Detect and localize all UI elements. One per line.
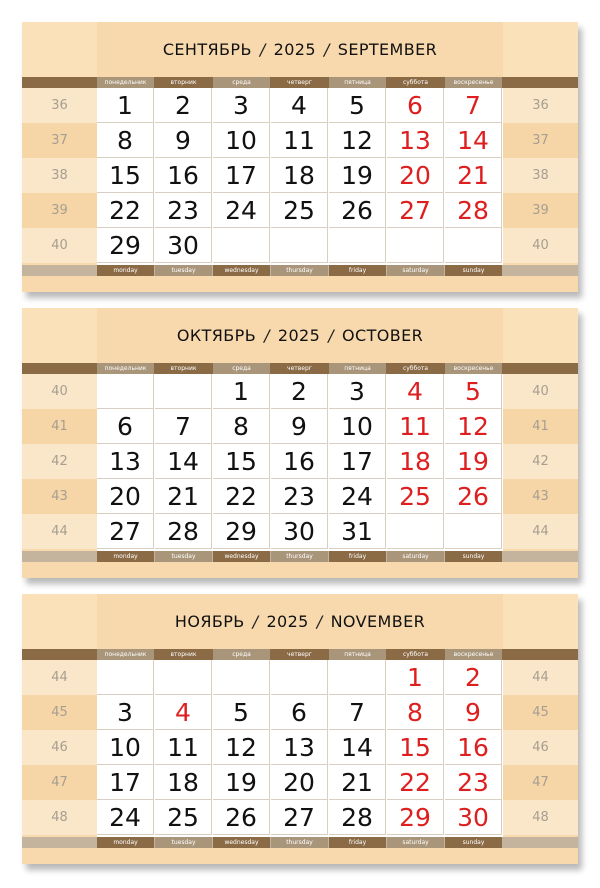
week-number-right: 45 (503, 695, 578, 730)
month-title-en: NOVEMBER (330, 612, 426, 631)
day-cell: 23 (155, 193, 212, 228)
title-separator: / (316, 612, 323, 631)
day-name-ru: вторник (170, 651, 197, 658)
day-name-ru: среда (213, 649, 270, 660)
day-cell (387, 514, 444, 549)
day-cell (97, 374, 154, 409)
day-name-en: thursday (271, 551, 328, 562)
day-cell: 12 (213, 730, 270, 765)
day-cell: 3 (329, 374, 386, 409)
day-cell: 3 (213, 88, 270, 123)
month-title-ru: СЕНТЯБРЬ (162, 40, 252, 59)
day-cell: 1 (387, 660, 444, 695)
day-cell: 30 (445, 800, 502, 835)
day-name-ru: пятница (329, 363, 386, 374)
day-names-ru-strip (22, 649, 578, 660)
title-separator: / (252, 612, 259, 631)
week-number-right: 48 (503, 800, 578, 835)
day-cell: 30 (155, 228, 212, 263)
day-cell: 14 (445, 123, 502, 158)
day-cell (213, 228, 270, 263)
day-cell: 5 (329, 88, 386, 123)
day-name-en: sunday (445, 551, 502, 562)
day-name-ru: суббота (402, 79, 429, 86)
day-name-en: monday (97, 265, 154, 276)
day-name-en: thursday (271, 265, 328, 276)
day-name-en: friday (329, 837, 386, 848)
date-grid (97, 660, 503, 837)
day-cell: 26 (445, 479, 502, 514)
day-cell: 28 (155, 514, 212, 549)
day-name-ru: суббота (402, 365, 429, 372)
header-right-panel (503, 594, 578, 649)
day-cell: 22 (387, 765, 444, 800)
week-number-left: 40 (22, 374, 97, 409)
day-name-en: sunday (445, 837, 502, 848)
week-number-right: 44 (503, 660, 578, 695)
day-cell: 8 (387, 695, 444, 730)
day-name-ru: понедельник (97, 77, 154, 88)
week-number-right: 40 (503, 228, 578, 263)
day-cell: 20 (97, 479, 154, 514)
day-cell: 15 (97, 158, 154, 193)
day-cell: 7 (155, 409, 212, 444)
header-right-panel (503, 308, 578, 363)
day-cell: 2 (271, 374, 328, 409)
day-name-ru: воскресенье (445, 649, 502, 660)
day-name-en: friday (329, 265, 386, 276)
week-number-left: 42 (22, 444, 97, 479)
day-name-ru: пятница (329, 649, 386, 660)
day-cell: 17 (329, 444, 386, 479)
day-name-ru: воскресенье (445, 363, 502, 374)
day-cell: 21 (155, 479, 212, 514)
day-cell: 8 (97, 123, 154, 158)
month-title-en: SEPTEMBER (337, 40, 438, 59)
day-name-en: friday (329, 551, 386, 562)
day-cell: 1 (97, 88, 154, 123)
day-name-en: saturday (387, 551, 444, 562)
day-cell (329, 660, 386, 695)
month-year: 2025 (266, 612, 309, 631)
day-cell: 24 (329, 479, 386, 514)
day-cell: 19 (445, 444, 502, 479)
day-name-en: tuesday (155, 837, 212, 848)
month-title (97, 308, 503, 363)
week-number-left: 48 (22, 800, 97, 835)
day-name-en: tuesday (155, 265, 212, 276)
week-number-right: 39 (503, 193, 578, 228)
day-cell: 27 (97, 514, 154, 549)
day-cell: 25 (155, 800, 212, 835)
day-cell: 30 (271, 514, 328, 549)
title-separator: / (264, 326, 270, 345)
day-cell: 18 (155, 765, 212, 800)
day-name-en: wednesday (213, 265, 270, 276)
day-cell: 16 (445, 730, 502, 765)
header-left-panel (22, 22, 97, 77)
title-separator: / (259, 40, 266, 59)
month-block (22, 594, 578, 864)
day-name-ru: суббота (402, 651, 429, 658)
day-cell: 29 (387, 800, 444, 835)
day-cell: 21 (329, 765, 386, 800)
day-cell: 6 (97, 409, 154, 444)
week-number-right: 40 (503, 374, 578, 409)
day-cell (387, 228, 444, 263)
day-cell: 20 (387, 158, 444, 193)
header-left-panel (22, 594, 97, 649)
day-name-ru: воскресенье (445, 77, 502, 88)
day-cell: 1 (213, 374, 270, 409)
day-cell: 8 (213, 409, 270, 444)
day-cell: 22 (213, 479, 270, 514)
day-cell: 27 (387, 193, 444, 228)
day-cell: 9 (155, 123, 212, 158)
day-name-ru: четверг (287, 79, 312, 86)
day-names-en-strip (22, 265, 578, 276)
month-title-en: OCTOBER (342, 326, 424, 345)
day-name-ru: четверг (287, 651, 312, 658)
day-cell: 29 (97, 228, 154, 263)
day-cell: 26 (329, 193, 386, 228)
day-cell: 9 (445, 695, 502, 730)
month-year: 2025 (273, 40, 316, 59)
day-cell: 2 (155, 88, 212, 123)
day-cell: 7 (329, 695, 386, 730)
day-names-ru-strip (22, 77, 578, 88)
day-name-en: saturday (387, 837, 444, 848)
header-left-panel (22, 308, 97, 363)
day-cell (271, 660, 328, 695)
day-cell: 13 (387, 123, 444, 158)
week-number-right: 43 (503, 479, 578, 514)
title-separator: / (328, 326, 335, 345)
month-block (22, 22, 578, 292)
day-names-ru-strip (22, 363, 578, 374)
day-cell: 16 (271, 444, 328, 479)
day-cell (445, 514, 502, 549)
day-cell: 28 (329, 800, 386, 835)
day-cell: 9 (271, 409, 328, 444)
day-cell: 21 (445, 158, 502, 193)
day-name-en: saturday (387, 265, 444, 276)
day-cell: 11 (387, 409, 444, 444)
week-number-right: 36 (503, 88, 578, 123)
day-cell (271, 228, 328, 263)
week-number-left: 41 (22, 409, 97, 444)
month-title (97, 22, 503, 77)
week-number-left: 44 (22, 660, 97, 695)
day-cell: 24 (97, 800, 154, 835)
day-cell: 28 (445, 193, 502, 228)
day-name-ru: среда (213, 77, 270, 88)
week-number-right: 42 (503, 444, 578, 479)
day-cell: 27 (271, 800, 328, 835)
week-number-left: 38 (22, 158, 97, 193)
day-cell: 10 (213, 123, 270, 158)
day-cell: 6 (271, 695, 328, 730)
header-right-panel (503, 22, 578, 77)
day-cell: 25 (271, 193, 328, 228)
week-number-left: 43 (22, 479, 97, 514)
day-name-en: thursday (271, 837, 328, 848)
day-cell: 15 (213, 444, 270, 479)
day-cell: 7 (445, 88, 502, 123)
day-cell: 12 (329, 123, 386, 158)
day-name-ru: вторник (170, 365, 197, 372)
day-names-en-strip (22, 837, 578, 848)
week-number-right: 37 (503, 123, 578, 158)
day-name-en: sunday (445, 265, 502, 276)
day-name-en: monday (97, 837, 154, 848)
day-name-en: tuesday (155, 551, 212, 562)
day-cell: 5 (213, 695, 270, 730)
day-cell: 19 (213, 765, 270, 800)
day-name-en: wednesday (213, 837, 270, 848)
day-cell: 4 (387, 374, 444, 409)
day-cell: 20 (271, 765, 328, 800)
month-title-ru: НОЯБРЬ (174, 612, 245, 631)
day-cell: 13 (271, 730, 328, 765)
title-separator: / (323, 40, 330, 59)
day-cell: 4 (155, 695, 212, 730)
week-number-left: 40 (22, 228, 97, 263)
date-grid (97, 88, 503, 265)
month-title-ru: ОКТЯБРЬ (176, 326, 257, 345)
month-title (97, 594, 503, 649)
week-number-left: 39 (22, 193, 97, 228)
week-number-right: 38 (503, 158, 578, 193)
day-cell: 12 (445, 409, 502, 444)
day-cell: 14 (329, 730, 386, 765)
day-cell (445, 228, 502, 263)
day-cell: 29 (213, 514, 270, 549)
week-number-left: 36 (22, 88, 97, 123)
week-number-left: 47 (22, 765, 97, 800)
week-number-right: 41 (503, 409, 578, 444)
day-cell: 10 (97, 730, 154, 765)
day-cell: 24 (213, 193, 270, 228)
day-cell: 26 (213, 800, 270, 835)
day-cell: 17 (97, 765, 154, 800)
day-name-ru: среда (213, 363, 270, 374)
day-cell: 14 (155, 444, 212, 479)
day-cell (155, 374, 212, 409)
day-cell (155, 660, 212, 695)
day-name-en: monday (97, 551, 154, 562)
day-name-en: wednesday (213, 551, 270, 562)
day-cell: 5 (445, 374, 502, 409)
week-number-left: 46 (22, 730, 97, 765)
day-cell: 19 (329, 158, 386, 193)
week-number-left: 45 (22, 695, 97, 730)
day-cell: 6 (387, 88, 444, 123)
day-name-ru: понедельник (97, 363, 154, 374)
day-name-ru: четверг (287, 365, 312, 372)
day-cell: 18 (271, 158, 328, 193)
day-name-ru: вторник (170, 79, 197, 86)
day-cell: 3 (97, 695, 154, 730)
day-cell: 22 (97, 193, 154, 228)
week-number-right: 47 (503, 765, 578, 800)
day-cell: 11 (155, 730, 212, 765)
week-number-left: 37 (22, 123, 97, 158)
day-cell: 23 (445, 765, 502, 800)
day-name-ru: пятница (329, 77, 386, 88)
day-cell: 31 (329, 514, 386, 549)
day-cell: 16 (155, 158, 212, 193)
day-cell: 18 (387, 444, 444, 479)
month-year: 2025 (277, 326, 321, 345)
day-cell: 2 (445, 660, 502, 695)
day-cell: 11 (271, 123, 328, 158)
day-cell: 4 (271, 88, 328, 123)
day-cell: 13 (97, 444, 154, 479)
week-number-left: 44 (22, 514, 97, 549)
month-block (22, 308, 578, 578)
day-name-ru: понедельник (97, 649, 154, 660)
day-cell: 25 (387, 479, 444, 514)
week-number-right: 46 (503, 730, 578, 765)
day-cell: 10 (329, 409, 386, 444)
day-names-en-strip (22, 551, 578, 562)
day-cell: 17 (213, 158, 270, 193)
week-number-right: 44 (503, 514, 578, 549)
day-cell: 23 (271, 479, 328, 514)
day-cell (97, 660, 154, 695)
day-cell: 15 (387, 730, 444, 765)
date-grid (97, 374, 503, 551)
day-cell (213, 660, 270, 695)
day-cell (329, 228, 386, 263)
